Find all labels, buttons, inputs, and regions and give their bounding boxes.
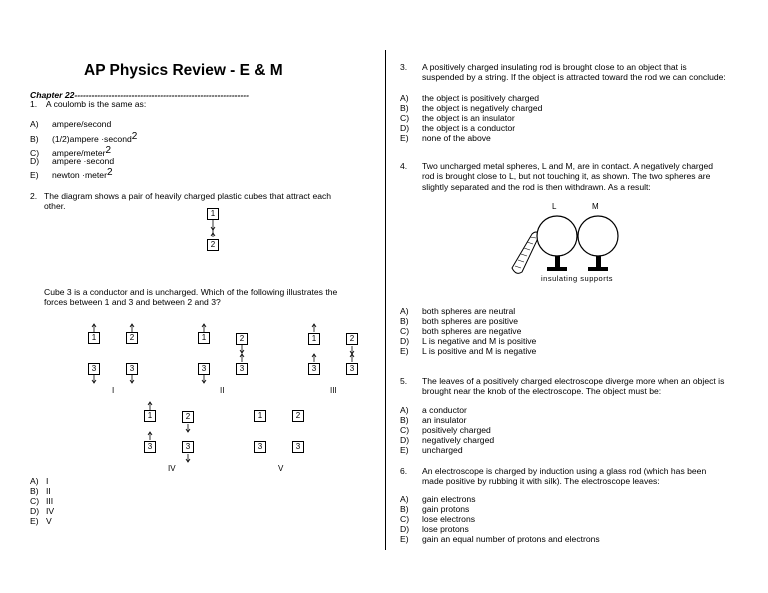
- cube-1: 1: [254, 410, 266, 422]
- cube-3: 3: [346, 363, 358, 375]
- cube-3: 3: [198, 363, 210, 375]
- q3-option-b[interactable]: B) the object is negatively charged: [400, 103, 543, 113]
- question-text: Two uncharged metal spheres, L and M, are in contact. A negatively charged: [422, 161, 714, 171]
- cube-2: 2: [182, 411, 194, 423]
- question-6: 6. An electroscope is charged by induction using a glass rod (which has been made positive by rubbing it with silk). The electroscope leaves:: [400, 466, 707, 487]
- q4-option-d[interactable]: D) L is negative and M is positive: [400, 336, 537, 346]
- q3-option-c[interactable]: C) the object is an insulator: [400, 113, 515, 123]
- question-text: The diagram shows a pair of heavily charged plastic cubes that attract each: [44, 191, 332, 201]
- question-text: The leaves of a positively charged electroscope diverge more when an object is: [422, 376, 725, 386]
- q1-option-b[interactable]: B) (1/2)ampere ·second$^2$: [30, 131, 138, 144]
- q3-option-d[interactable]: D) the object is a conductor: [400, 123, 516, 133]
- question-text: A coulomb is the same as:: [45, 99, 147, 109]
- sphere-l: [537, 216, 577, 256]
- cube-3: 3: [254, 441, 266, 453]
- q4-option-a[interactable]: A) both spheres are neutral: [400, 306, 516, 316]
- q5-option-b[interactable]: B) an insulator: [400, 415, 467, 425]
- charged-rod: [512, 232, 540, 273]
- q5-option-e[interactable]: E) uncharged: [400, 445, 463, 455]
- cube-2: 2: [292, 410, 304, 422]
- question-4: 4. Two uncharged metal spheres, L and M, are in contact. A negatively charged rod is brought close to L, but not touching it, as shown. The two spheres are slightly separated and the rod is then withdrawn. As a result:: [400, 161, 714, 192]
- cube-2: 2: [207, 239, 219, 251]
- roman-label-v: V: [278, 464, 284, 473]
- chapter-heading: Chapter 22-------------------------------------------------------------: [30, 90, 249, 100]
- sphere-l-label: L: [552, 202, 557, 211]
- q6-option-e[interactable]: E) gain an equal number of protons and electrons: [400, 534, 600, 544]
- question-text: A positively charged insulating rod is brought close to an object that is: [422, 62, 687, 72]
- cube-1: 1: [144, 410, 156, 422]
- question-2-follow: Cube 3 is a conductor and is uncharged. Which of the following illustrates the forces between 1 and 3 and between 2 and 3?: [44, 287, 338, 308]
- page-title: AP Physics Review - E & M: [84, 62, 283, 79]
- question-number: 1.: [30, 99, 38, 109]
- roman-label-iii: III: [330, 386, 337, 395]
- q3-option-e[interactable]: E) none of the above: [400, 133, 491, 143]
- question-2: 2. The diagram shows a pair of heavily charged plastic cubes that attract each other.: [30, 191, 332, 212]
- cube-1: 1: [198, 332, 210, 344]
- cube-2: 2: [236, 333, 248, 345]
- q6-option-c[interactable]: C) lose electrons: [400, 514, 476, 524]
- cube-2: 2: [126, 332, 138, 344]
- q4-option-e[interactable]: E) L is positive and M is negative: [400, 346, 537, 356]
- q2-option-c[interactable]: C) III: [30, 496, 54, 506]
- cube-3: 3: [144, 441, 156, 453]
- question-3: 3. A positively charged insulating rod is brought close to an object that is suspended by a string. If the object is attracted toward the rod we can conclude:: [400, 62, 726, 83]
- q6-option-b[interactable]: B) gain protons: [400, 504, 470, 514]
- cube-3: 3: [308, 363, 320, 375]
- q4-option-c[interactable]: C) both spheres are negative: [400, 326, 522, 336]
- question-number: 2.: [30, 191, 38, 201]
- q1-option-d[interactable]: D) ampere ·second: [30, 156, 115, 166]
- q6-option-a[interactable]: A) gain electrons: [400, 494, 476, 504]
- q5-option-a[interactable]: A) a conductor: [400, 405, 467, 415]
- question-5: 5. The leaves of a positively charged electroscope diverge more when an object is brought near the knob of the electroscope. The object must be:: [400, 376, 725, 397]
- roman-label-i: I: [112, 386, 115, 395]
- cube-1: 1: [88, 332, 100, 344]
- q2-option-d[interactable]: D) IV: [30, 506, 55, 516]
- cube-1: 1: [308, 333, 320, 345]
- q6-option-d[interactable]: D) lose protons: [400, 524, 469, 534]
- cube-3: 3: [126, 363, 138, 375]
- cube-1: 1: [207, 208, 219, 220]
- supports-label: insulating supports: [541, 274, 614, 283]
- q2-option-a[interactable]: A) I: [30, 476, 49, 486]
- question-number: 6.: [400, 466, 408, 476]
- cube-2: 2: [346, 333, 358, 345]
- sphere-m: [578, 216, 618, 256]
- q4-option-b[interactable]: B) both spheres are positive: [400, 316, 519, 326]
- q5-option-d[interactable]: D) negatively charged: [400, 435, 495, 445]
- question-number: 5.: [400, 376, 408, 386]
- q5-option-c[interactable]: C) positively charged: [400, 425, 491, 435]
- question-number: 3.: [400, 62, 408, 72]
- roman-label-iv: IV: [168, 464, 176, 473]
- q3-option-a[interactable]: A) the object is positively charged: [400, 93, 540, 103]
- q1-option-a[interactable]: A) ampere/second: [30, 119, 112, 129]
- sphere-m-label: M: [592, 202, 599, 211]
- q1-option-c[interactable]: C) ampere/meter$^2$: [30, 145, 112, 158]
- q1-option-e[interactable]: E) newton ·meter$^2$: [30, 167, 113, 180]
- question-number: 4.: [400, 161, 408, 171]
- roman-label-ii: II: [220, 386, 225, 395]
- cube-3: 3: [236, 363, 248, 375]
- cube-3: 3: [292, 441, 304, 453]
- cube-3: 3: [88, 363, 100, 375]
- q2-option-b[interactable]: B) II: [30, 486, 51, 496]
- q2-option-e[interactable]: E) V: [30, 516, 52, 526]
- cube-3: 3: [182, 441, 194, 453]
- question-text: An electroscope is charged by induction using a glass rod (which has been: [422, 466, 707, 476]
